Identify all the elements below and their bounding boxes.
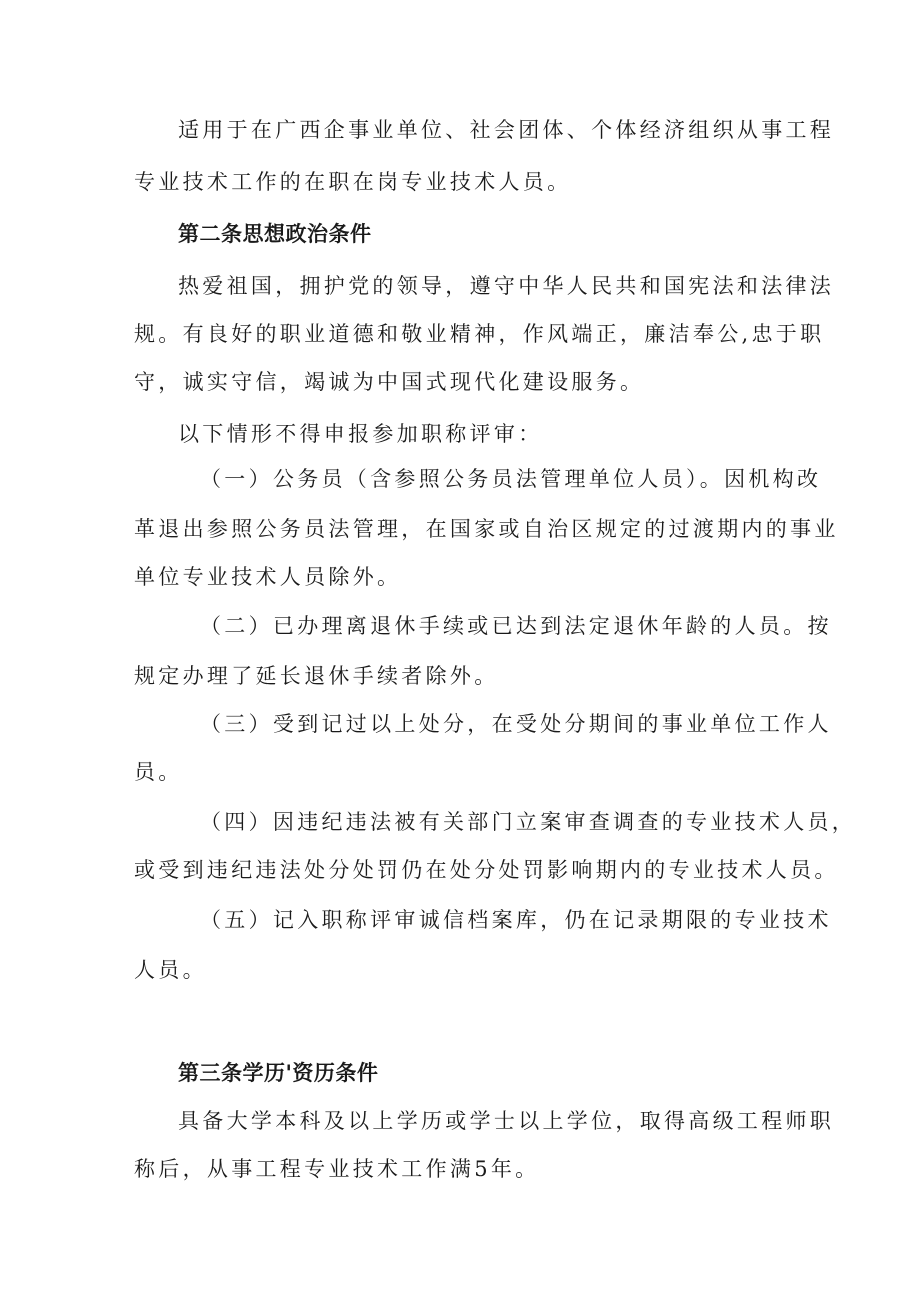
item-5-line-2: 人员。 [134, 958, 207, 982]
item-3-line-1: （三）受到记过以上处分，在受处分期间的事业单位工作人 [200, 712, 832, 736]
item-2-line-2: 规定办理了延长退休手续者除外。 [134, 664, 499, 688]
art3-para1-line-1: 具备大学本科及以上学历或学士以上学位，取得高级工程师职 [178, 1109, 835, 1133]
art3-para1-line-2: 称后，从事工程专业技术工作满5年。 [134, 1157, 540, 1181]
art2-para1-line-2: 规。有良好的职业道德和敬业精神，作风端正，廉洁奉公,忠于职 [134, 322, 825, 346]
art2-para2: 以下情形不得申报参加职称评审： [178, 422, 543, 446]
item-1-line-2: 革退出参照公务员法管理，在国家或自治区规定的过渡期内的事业 [134, 517, 839, 541]
item-5-line-1: （五）记入职称评审诚信档案库，仍在记录期限的专业技术 [200, 908, 832, 932]
article-3-heading: 第三条学历'资历条件 [178, 1061, 379, 1085]
item-4-line-1: （四）因违纪违法被有关部门立案审查调查的专业技术人员， [200, 810, 857, 834]
item-3-line-2: 员。 [134, 760, 183, 784]
item-2-line-1: （二）已办理离退休手续或已达到法定退休年龄的人员。按 [200, 614, 832, 638]
art2-para1-line-1: 热爱祖国，拥护党的领导，遵守中华人民共和国宪法和法律法 [178, 274, 835, 298]
art2-para1-line-3: 守，诚实守信，竭诚为中国式现代化建设服务。 [134, 370, 645, 394]
article-2-heading: 第二条思想政治条件 [178, 222, 372, 246]
item-1-line-1: （一）公务员（含参照公务员法管理单位人员）。因机构改 [200, 467, 822, 491]
intro-line-1: 适用于在广西企事业单位、社会团体、个体经济组织从事工程 [178, 118, 835, 142]
item-1-line-3: 单位专业技术人员除外。 [134, 565, 402, 589]
intro-line-2: 专业技术工作的在职在岗专业技术人员。 [134, 170, 572, 194]
item-4-line-2: 或受到违纪违法处分处罚仍在处分处罚影响期内的专业技术人员。 [134, 858, 839, 882]
